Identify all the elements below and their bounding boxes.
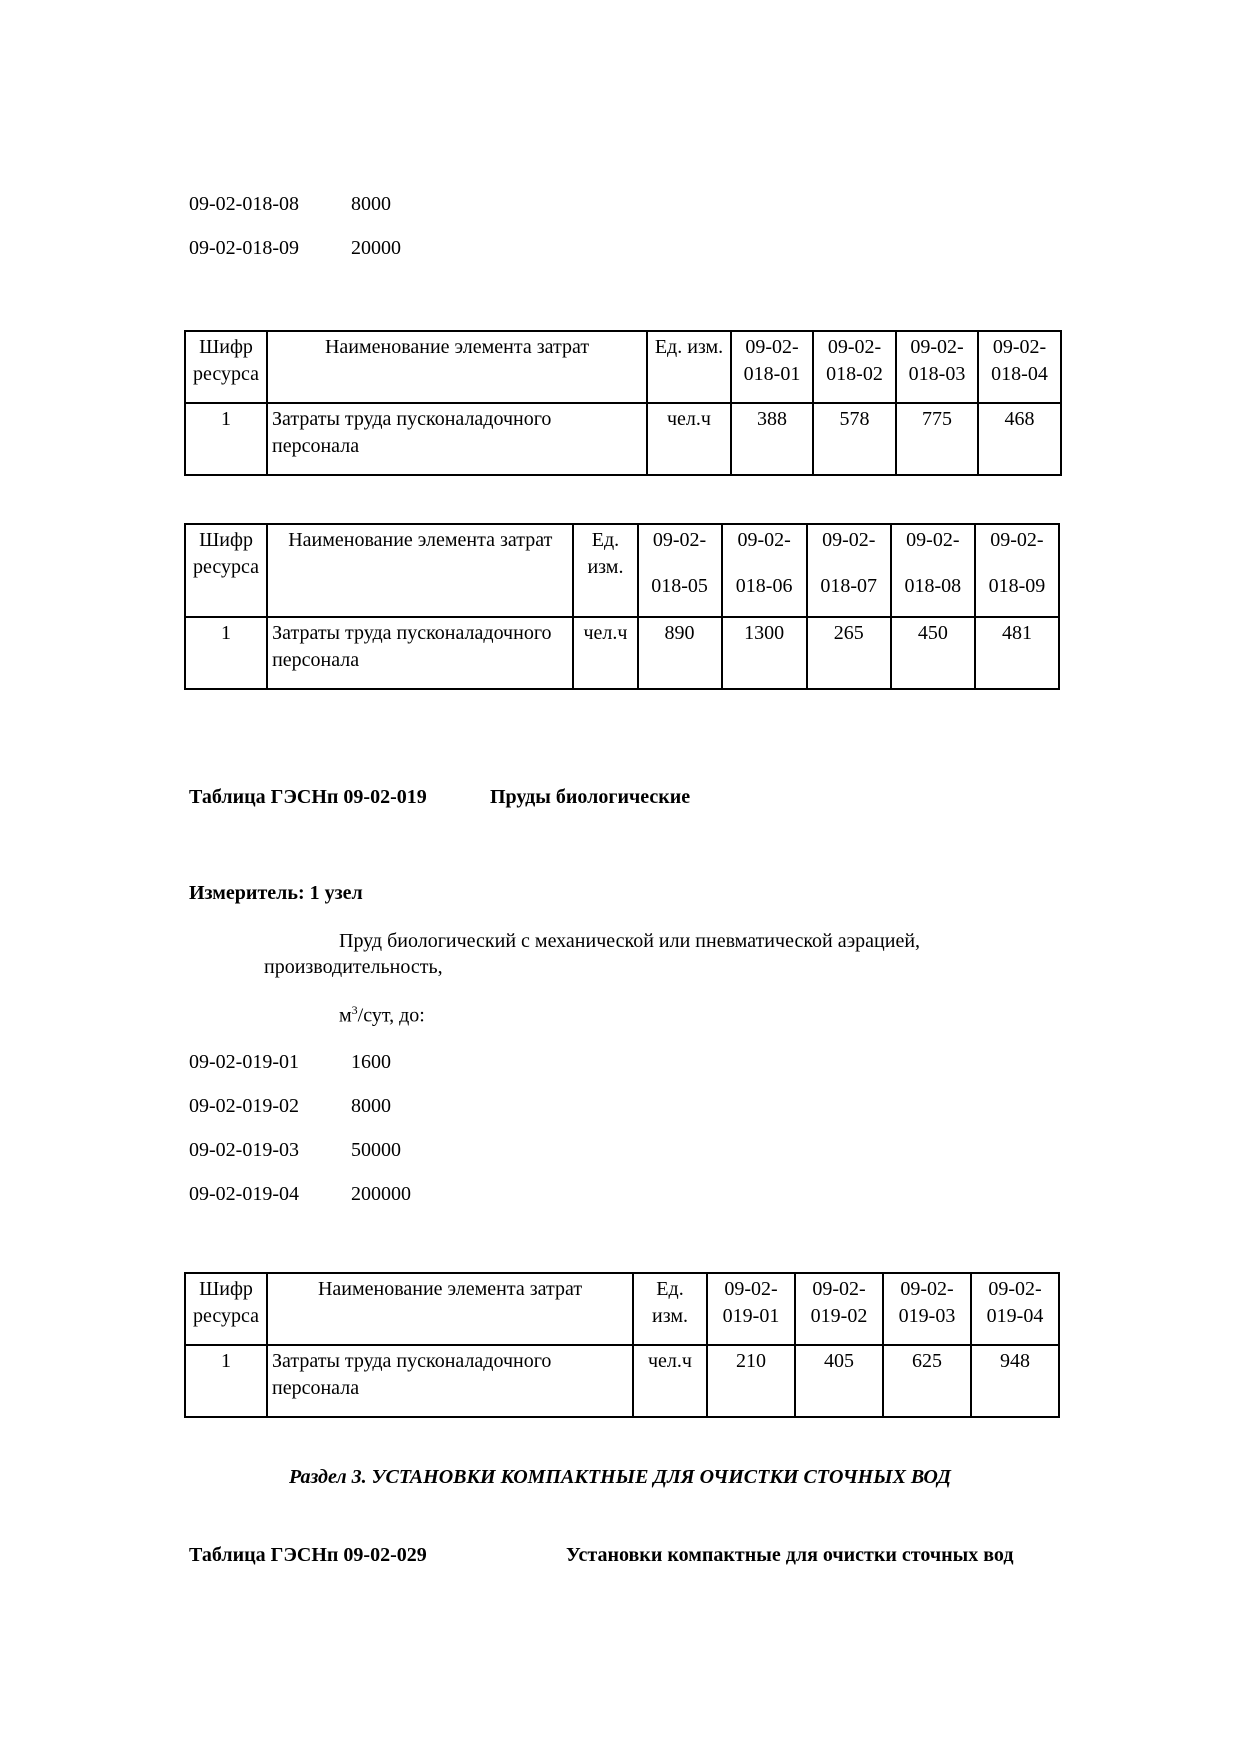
resource-table-019 bbox=[184, 1272, 1060, 1418]
code-label: 09-02-019-03 bbox=[189, 1139, 299, 1161]
code-row bbox=[189, 1095, 391, 1118]
row-name: Затраты труда пусконаладочного персонала bbox=[267, 617, 573, 689]
header-column: 09-02-018-04 bbox=[978, 331, 1061, 403]
table-heading-019 bbox=[189, 786, 427, 809]
resource-table-018-01-04 bbox=[184, 330, 1062, 476]
code-value: 20000 bbox=[351, 237, 401, 259]
row-unit: чел.ч bbox=[647, 403, 731, 475]
measure-unit: Измеритель: 1 узел bbox=[189, 882, 363, 904]
header-unit: Ед. изм. bbox=[647, 331, 731, 403]
table-row bbox=[185, 1345, 1059, 1417]
code-label: 09-02-019-02 bbox=[189, 1095, 299, 1117]
code-row bbox=[189, 1139, 401, 1162]
row-value: 405 bbox=[795, 1345, 883, 1417]
description-line-2: производительность, bbox=[264, 956, 443, 978]
table-row bbox=[185, 403, 1061, 475]
row-code: 1 bbox=[185, 617, 267, 689]
section-title: Раздел 3. УСТАНОВКИ КОМПАКТНЫЕ ДЛЯ ОЧИСТКИ СТОЧНЫХ ВОД bbox=[289, 1466, 951, 1488]
code-value: 50000 bbox=[351, 1139, 401, 1161]
header-column: 09-02- 018-09 bbox=[975, 524, 1059, 617]
header-column: 09-02-019-03 bbox=[883, 1273, 971, 1345]
code-value: 1600 bbox=[351, 1051, 391, 1073]
row-value: 388 bbox=[731, 403, 813, 475]
code-row bbox=[189, 193, 391, 216]
code-row bbox=[189, 237, 401, 260]
row-code: 1 bbox=[185, 1345, 267, 1417]
header-cost-element: Наименование элемента затрат bbox=[267, 331, 647, 403]
table-label-029: Таблица ГЭСНп 09-02-029 bbox=[189, 1544, 427, 1566]
resource-table-018-05-09 bbox=[184, 523, 1060, 690]
table-title: Пруды биологические bbox=[490, 786, 691, 808]
row-name: Затраты труда пусконаладочного персонала bbox=[267, 403, 647, 475]
row-value: 1300 bbox=[722, 617, 807, 689]
row-value: 450 bbox=[891, 617, 975, 689]
capacity-unit: $м^3$/сут, до: bbox=[339, 1003, 425, 1027]
header-cost-element: Наименование элемента затрат bbox=[267, 524, 573, 617]
row-name: Затраты труда пусконаладочного персонала bbox=[267, 1345, 633, 1417]
header-column: 09-02-018-01 bbox=[731, 331, 813, 403]
row-value: 468 bbox=[978, 403, 1061, 475]
row-value: 890 bbox=[638, 617, 722, 689]
code-label: 09-02-019-04 bbox=[189, 1183, 299, 1205]
table-header-row bbox=[185, 331, 1061, 403]
row-value: 210 bbox=[707, 1345, 795, 1417]
row-value: 578 bbox=[813, 403, 896, 475]
header-cost-element: Наименование элемента затрат bbox=[267, 1273, 633, 1345]
table-header-row bbox=[185, 524, 1059, 617]
code-label: 09-02-018-09 bbox=[189, 237, 299, 259]
row-value: 948 bbox=[971, 1345, 1059, 1417]
description-line-1: Пруд биологический с механической или пневматической аэрацией, bbox=[339, 930, 921, 952]
code-value: 200000 bbox=[351, 1183, 411, 1205]
row-value: 481 bbox=[975, 617, 1059, 689]
code-value: 8000 bbox=[351, 1095, 391, 1117]
code-row bbox=[189, 1183, 411, 1206]
header-column: 09-02-019-01 bbox=[707, 1273, 795, 1345]
row-value: 265 bbox=[807, 617, 891, 689]
header-column: 09-02-019-02 bbox=[795, 1273, 883, 1345]
table-row bbox=[185, 617, 1059, 689]
header-unit: Ед. изм. bbox=[633, 1273, 707, 1345]
header-unit: Ед. изм. bbox=[573, 524, 637, 617]
row-unit: чел.ч bbox=[573, 617, 637, 689]
code-label: 09-02-018-08 bbox=[189, 193, 299, 215]
code-label: 09-02-019-01 bbox=[189, 1051, 299, 1073]
code-row bbox=[189, 1051, 391, 1074]
header-resource-code: Шифр ресурса bbox=[185, 1273, 267, 1345]
code-value: 8000 bbox=[351, 193, 391, 215]
header-column: 09-02-018-02 bbox=[813, 331, 896, 403]
table-label: Таблица ГЭСНп 09-02-019 bbox=[189, 786, 427, 808]
header-column: 09-02- 018-07 bbox=[807, 524, 891, 617]
table-header-row bbox=[185, 1273, 1059, 1345]
header-column: 09-02- 018-06 bbox=[722, 524, 807, 617]
table-title-029: Установки компактные для очистки сточных вод bbox=[566, 1544, 1014, 1566]
header-resource-code: Шифр ресурса bbox=[185, 524, 267, 617]
header-column: 09-02-018-03 bbox=[896, 331, 978, 403]
header-column: 09-02- 018-05 bbox=[638, 524, 722, 617]
header-resource-code: Шифр ресурса bbox=[185, 331, 267, 403]
row-code: 1 bbox=[185, 403, 267, 475]
row-value: 625 bbox=[883, 1345, 971, 1417]
header-column: 09-02-019-04 bbox=[971, 1273, 1059, 1345]
row-unit: чел.ч bbox=[633, 1345, 707, 1417]
header-column: 09-02- 018-08 bbox=[891, 524, 975, 617]
row-value: 775 bbox=[896, 403, 978, 475]
